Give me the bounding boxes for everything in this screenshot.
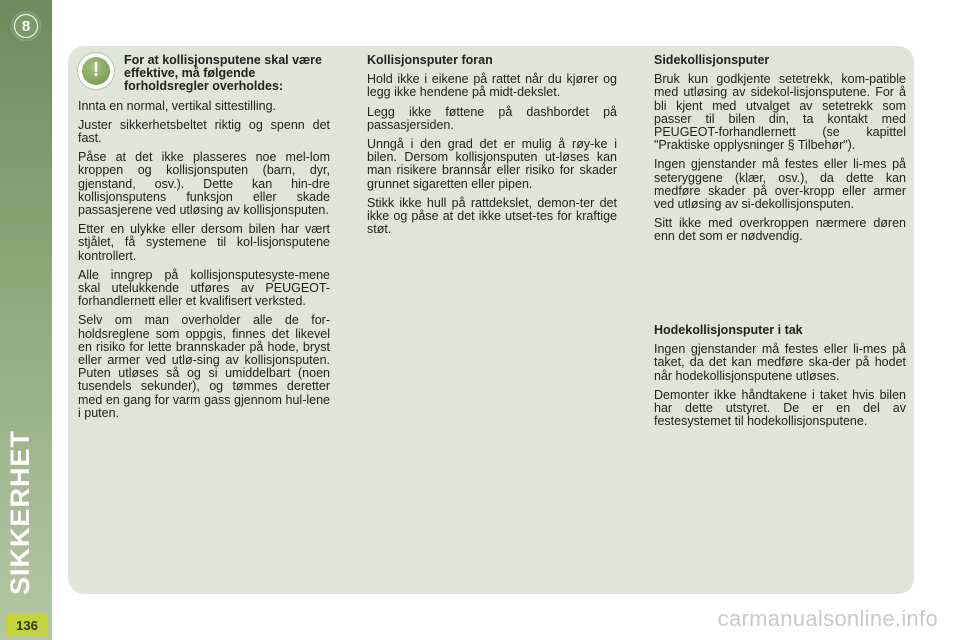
curtain-airbags-paragraph: Ingen gjenstander må festes eller li-mes på taket, da det kan medføre ska-der på hodet når hodekollisjonsputene utløses. <box>654 342 906 383</box>
front-airbags-paragraph: Hold ikke i eikene på rattet når du kjører og legg ikke hendene på midt-dekslet. <box>367 72 617 100</box>
front-airbags-paragraph: Unngå i den grad det er mulig å røy-ke i bilen. Dersom kollisjonsputen ut-løses kan man risikere brannsår eller risiko for skader grunnet sigaretten eller pipen. <box>367 137 617 191</box>
warning-paragraph: Etter en ulykke eller dersom bilen har vært stjålet, få systemene til kol-lisjonsputene kontrollert. <box>78 222 330 263</box>
warning-header <box>78 54 330 94</box>
curtain-airbags-heading: Hodekollisjonsputer i tak <box>654 323 803 337</box>
warning-column <box>78 54 330 426</box>
warning-paragraph: Innta en normal, vertikal sittestilling. <box>78 98 277 113</box>
side-airbags-paragraph: Bruk kun godkjente setetrekk, kom-patible med utløsing av sidekol-lisjonsputene. For å bli kjent med utvalget av setetrekk som passer til bilen din, ta kontakt med PEUGEOT-forhandlernett (se kapittel "Praktiske opplysninger § Tilbehør"). <box>654 72 906 153</box>
curtain-airbags-paragraph: Demonter ikke håndtakene i taket hvis bilen har dette utstyret. De er en del av festesystemet til hodekollisjonsputene. <box>654 387 906 429</box>
chapter-sidebar <box>0 0 52 640</box>
chapter-badge <box>11 11 41 41</box>
chapter-number: 8 <box>15 15 37 37</box>
front-airbags-paragraph: Legg ikke føttene på dashbordet på passasjersiden. <box>367 104 617 132</box>
side-airbags-column <box>654 54 906 250</box>
page-number: 136 <box>6 614 48 636</box>
curtain-airbags-column <box>654 324 906 434</box>
side-airbags-paragraph: Ingen gjenstander må festes eller li-mes på seteryggene (klær, osv.), da dette kan medføre skader på over-kropp eller armer ved utløsing av si-dekollisjonsputen. <box>654 157 906 212</box>
watermark: carmanualsonline.info <box>717 606 938 631</box>
warning-paragraph: Juster sikkerhetsbeltet riktig og spenn det fast. <box>78 117 330 146</box>
front-airbags-paragraph: Stikk ikke hull på rattdekslet, demon-ter det ikke og påse at det ikke utset-tes for kraftige støt. <box>367 195 617 237</box>
warning-heading: For at kollisjonsputene skal være effektive, må følgende forholdsregler overholdes: <box>124 53 322 94</box>
side-airbags-heading: Sidekollisjonsputer <box>654 53 770 67</box>
warning-paragraph: Påse at det ikke plasseres noe mel-lom kroppen og kollisjonsputen (barn, dyr, gjenstand, osv.). Dette kan hin-dre kollisjonsputens funksjon eller skade passasjerene ved utløsing av kollisjonsputen. <box>78 150 330 218</box>
exclamation-circle-icon: ! <box>78 53 114 89</box>
warning-paragraph: Alle inngrep på kollisjonsputesyste-mene skal utelukkende utføres av PEUGEOT-forhandlernett eller et kvalifisert verksted. <box>78 267 330 309</box>
side-airbags-paragraph: Sitt ikke med overkroppen nærmere døren enn det som er nødvendig. <box>654 216 906 244</box>
front-airbags-column <box>367 54 617 242</box>
warning-paragraph: Selv om man overholder alle de for-holdsreglene som oppgis, finnes det likevel en risiko for lette brannskader på hode, bryst eller armer ved utlø-sing av kollisjonsputen. Puten utløses så og si umiddelbart (noen tusendels sekunder), og tømmes deretter med en gang for varm gass gjennom hul-lene i puten. <box>78 313 330 420</box>
front-airbags-heading: Kollisjonsputer foran <box>367 53 493 67</box>
section-title: SIKKERHET <box>5 429 35 595</box>
